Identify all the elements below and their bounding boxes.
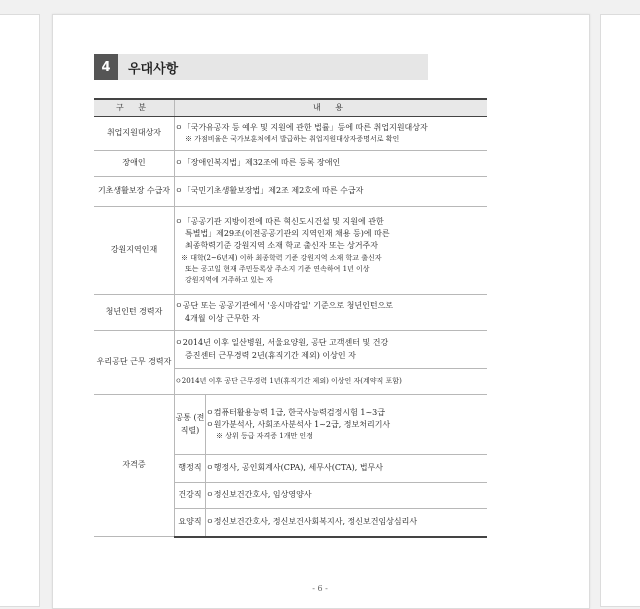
previous-page-edge	[0, 14, 40, 607]
table-row	[94, 207, 487, 295]
row-content	[175, 151, 488, 177]
content-line: ㅇ2014년 이후 공단 근무경력 1년(휴직기간 제외) 이상인 자(계약직 포함)	[175, 377, 402, 386]
row-content	[175, 369, 488, 395]
sub-category: 공통 (전 직렬)	[175, 395, 206, 455]
sub-category: 행정직	[175, 455, 206, 483]
table-row	[94, 331, 487, 369]
sub-category: 건강직	[175, 483, 206, 509]
section-header	[94, 54, 428, 80]
content-line: ㅇ행정사, 공인회계사(CPA), 세무사(CTA), 법무사	[206, 463, 384, 473]
table-row	[94, 177, 487, 207]
row-content	[206, 455, 488, 483]
row-content	[175, 295, 488, 331]
content-note: 강원지역에 거주하고 있는 자	[185, 275, 273, 284]
section-number: 4	[94, 54, 118, 80]
header-category: 구 분	[94, 99, 175, 117]
sub-category: 요양직	[175, 509, 206, 537]
page-number: - 6 -	[312, 584, 328, 593]
section-title: 우대사항	[128, 61, 179, 77]
row-content	[206, 395, 488, 455]
row-content	[206, 483, 488, 509]
row-category: 강원지역인재	[94, 207, 175, 295]
content-line: ㅇ「국민기초생활보장법」제2조 제2호에 따른 수급자	[175, 186, 364, 196]
table-row	[94, 151, 487, 177]
content-line: 증진센터 근무경력 2년(휴직기간 제외) 이상인 자	[185, 350, 356, 360]
content-line: ㅇ원가분석사, 사회조사분석사 1~2급, 정보처리기사	[206, 420, 391, 430]
row-category: 청년인턴 경력자	[94, 295, 175, 331]
table-header-row	[94, 99, 487, 117]
header-content: 내 용	[175, 99, 488, 117]
row-category: 기초생활보장 수급자	[94, 177, 175, 207]
benefits-table	[94, 98, 487, 538]
row-category: 취업지원대상자	[94, 117, 175, 151]
content-line: ㅇ공단 또는 공공기관에서 '응시마감일' 기준으로 청년인턴으로	[175, 301, 394, 311]
next-page-edge	[600, 14, 640, 607]
content-note: ※ 대학(2~6년제) 이하 최종학력 기준 강원지역 소재 학교 출신자	[181, 253, 382, 262]
table-row	[94, 395, 487, 455]
content-line: ㅇ「장애인복지법」제32조에 따른 등록 장애인	[175, 158, 341, 168]
content-line: ㅇ정신보건간호사, 임상영양사	[206, 490, 312, 500]
content-line: 특별법」제29조(이전공공기관의 지역인재 채용 등)에 따른	[185, 229, 390, 239]
row-content	[175, 117, 488, 151]
row-content	[206, 509, 488, 537]
table-row	[94, 117, 487, 151]
content-note: ※ 상위 등급 자격증 1개만 인정	[216, 432, 313, 441]
row-category: 우리공단 근무 경력자	[94, 331, 175, 395]
row-content	[175, 177, 488, 207]
row-category: 장애인	[94, 151, 175, 177]
row-content	[175, 207, 488, 295]
content-line: 4개월 이상 근무한 자	[185, 313, 260, 323]
content-line: ㅇ「국가유공자 등 예우 및 지원에 관한 법률」등에 따른 취업지원대상자	[175, 122, 428, 132]
content-note: 또는 공고일 현재 주민등록상 주소지 기준 연속하여 1년 이상	[185, 264, 370, 273]
content-note: ※ 가점비율은 국가보훈처에서 발급하는 취업지원대상자증명서로 확인	[185, 135, 400, 144]
content-line: ㅇ2014년 이후 일산병원, 서울요양원, 공단 고객센터 및 건강	[175, 338, 389, 348]
row-category: 자격증	[94, 395, 175, 537]
content-line: ㅇ정신보건간호사, 정신보건사회복지사, 정신보건임상심리사	[206, 517, 418, 527]
row-content	[175, 331, 488, 369]
content-line: ㅇ컴퓨터활용능력 1급, 한국사능력검정시험 1~3급	[206, 407, 385, 417]
content-line: 최종학력기준 강원지역 소재 학교 출신자 또는 상거주자	[185, 241, 378, 251]
table-row	[94, 295, 487, 331]
content-line: ㅇ「공공기관 지방이전에 따른 혁신도시건설 및 지원에 관한	[175, 216, 384, 226]
